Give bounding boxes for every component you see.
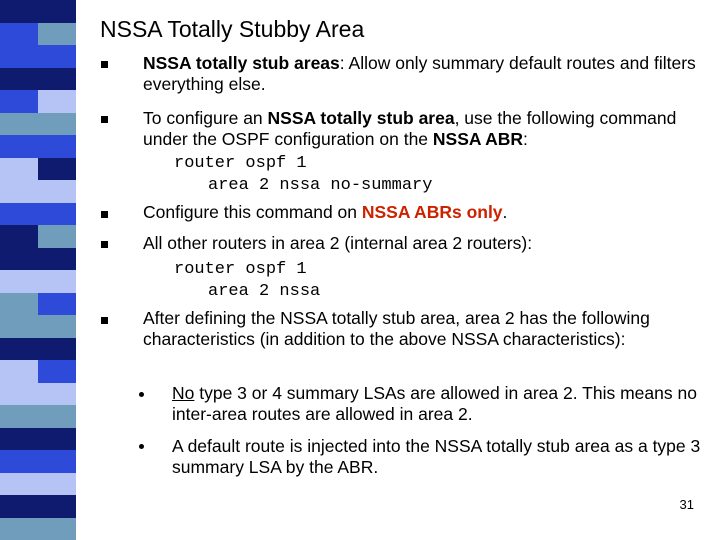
code-line: router ospf 1 bbox=[174, 260, 307, 279]
stripe-block bbox=[0, 90, 38, 113]
stripe-block bbox=[38, 158, 76, 181]
stripe-block bbox=[0, 180, 76, 203]
stripe-block bbox=[0, 248, 76, 271]
code-line: router ospf 1 bbox=[174, 154, 307, 173]
stripe-block bbox=[0, 450, 76, 473]
page-number: 31 bbox=[679, 497, 694, 512]
stripe-block bbox=[0, 0, 76, 23]
highlight-abrs-only: NSSA ABRs only bbox=[361, 202, 503, 222]
bullet-nssa-totally-stub: NSSA totally stub areas: Allow only summary default routes and filters everything else. bbox=[143, 53, 696, 94]
stripe-block bbox=[0, 293, 38, 316]
sub-bullet-default-route: A default route is injected into the NSSA totally stub area as a type 3 summary LSA by the ABR. bbox=[172, 436, 701, 477]
stripe-block bbox=[38, 90, 76, 113]
stripe-block bbox=[0, 68, 76, 91]
stripe-block bbox=[38, 360, 76, 383]
sub-bullet-no-type3-4: No type 3 or 4 summary LSAs are allowed in area 2. This means no inter-area routes are allowed in area 2. bbox=[172, 383, 697, 424]
bullet-configure: To configure an NSSA totally stub area, use the following command under the OSPF configuration on the NSSA ABR: bbox=[143, 108, 677, 149]
stripe-block bbox=[0, 225, 38, 248]
stripe-block bbox=[0, 315, 76, 338]
stripe-block bbox=[38, 495, 76, 518]
term-nssa-totally-stub: NSSA totally stub areas bbox=[143, 53, 340, 73]
stripe-block bbox=[0, 203, 76, 226]
decorative-stripe bbox=[0, 0, 76, 540]
stripe-block bbox=[0, 428, 38, 451]
stripe-block bbox=[0, 405, 76, 428]
sub-bullet-dot bbox=[139, 444, 144, 449]
stripe-block bbox=[38, 293, 76, 316]
slide-title: NSSA Totally Stubby Area bbox=[100, 16, 365, 42]
bullet-marker bbox=[101, 61, 108, 68]
stripe-block bbox=[38, 225, 76, 248]
stripe-block bbox=[0, 45, 76, 68]
stripe-block bbox=[0, 338, 76, 361]
stripe-block bbox=[0, 383, 76, 406]
stripe-block bbox=[0, 23, 38, 46]
bullet-marker bbox=[101, 116, 108, 123]
code-line: area 2 nssa no-summary bbox=[208, 176, 433, 195]
stripe-block bbox=[0, 518, 76, 540]
stripe-block bbox=[0, 270, 76, 293]
bullet-abrs-only: Configure this command on NSSA ABRs only. bbox=[143, 202, 508, 222]
stripe-block bbox=[0, 158, 38, 181]
stripe-block bbox=[0, 113, 76, 136]
stripe-block bbox=[0, 495, 38, 518]
bullet-marker bbox=[101, 317, 108, 324]
stripe-block bbox=[0, 473, 76, 496]
bullet-internal-routers: All other routers in area 2 (internal area 2 routers): bbox=[143, 233, 533, 253]
stripe-block bbox=[0, 360, 38, 383]
sub-bullet-dot bbox=[139, 392, 144, 397]
stripe-block bbox=[0, 135, 76, 158]
bullet-characteristics: After defining the NSSA totally stub area, area 2 has the following characteristics (in addition to the above NSSA characteristics): bbox=[143, 308, 650, 349]
bullet-marker bbox=[101, 211, 108, 218]
stripe-block bbox=[38, 23, 76, 46]
bullet-marker bbox=[101, 241, 108, 248]
code-line: area 2 nssa bbox=[208, 282, 321, 301]
stripe-block bbox=[38, 428, 76, 451]
